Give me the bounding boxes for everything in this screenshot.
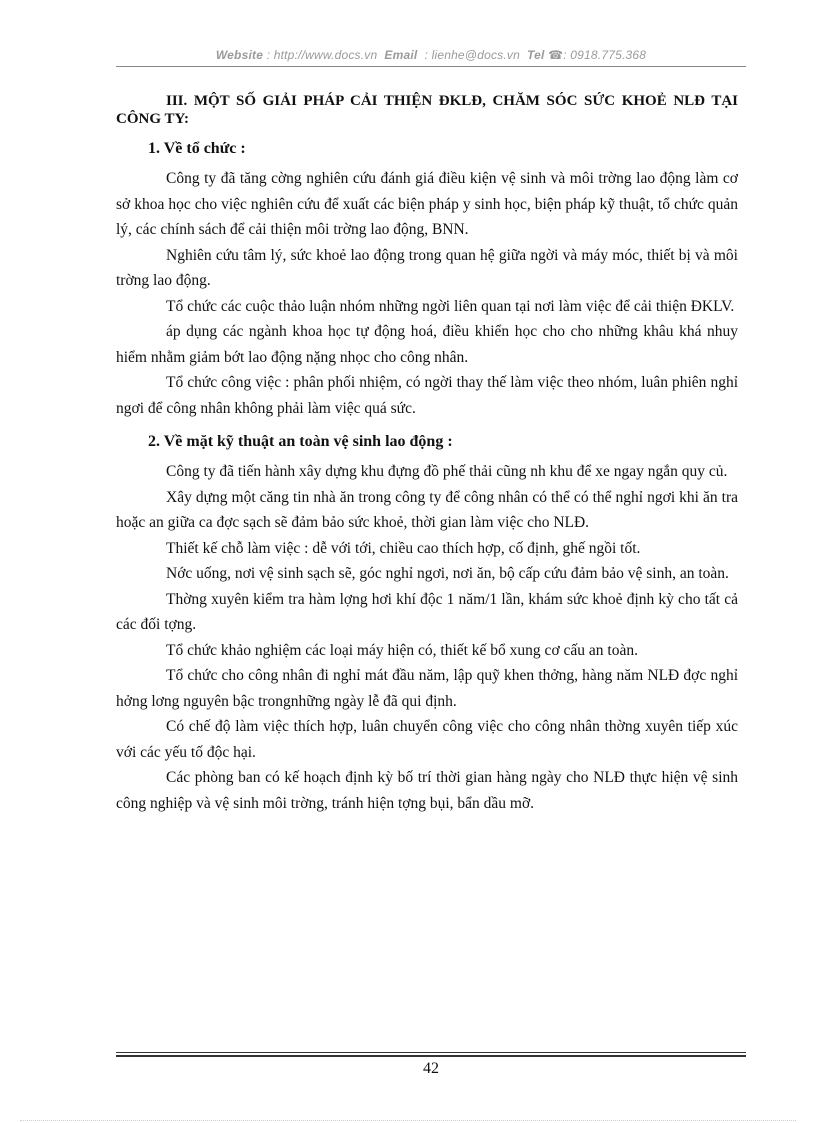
paragraph: Thiết kế chỗ làm việc : dễ với tới, chiều cao thích hợp, cố định, ghế ngồi tốt. <box>166 539 641 557</box>
tel-value: : 0918.775.368 <box>563 48 647 62</box>
subsection-heading-safety: 2. Về mặt kỹ thuật an toàn vệ sinh lao động : <box>148 433 453 450</box>
paragraph: Nghiên cứu tâm lý, sức khoẻ lao động trong quan hệ giữa ngời và máy móc, thiết bị và môi trờng lao động. <box>116 246 738 289</box>
section-title: III. MỘT SỐ GIẢI PHÁP CẢI THIỆN ĐKLĐ, CHĂM SÓC SỨC KHOẺ NLĐ TẠI CÔNG TY: <box>116 93 738 127</box>
subsection-heading-organization: 1. Về tổ chức : <box>148 140 246 157</box>
paragraph: áp dụng các ngành khoa học tự động hoá, điều khiển học cho cho những khâu khá nhuy hiểm nhằm giảm bớt lao động nặng nhọc cho công nhân. <box>116 323 738 366</box>
page-header <box>116 48 746 62</box>
email-label: Email <box>384 48 418 62</box>
paragraph: Tổ chức khảo nghiệm các loại máy hiện có, thiết kế bổ xung cơ cấu an toàn. <box>166 641 638 659</box>
paragraph: Công ty đã tiến hành xây dựng khu đựng đồ phế thải cũng nh khu để xe ngay ngắn quy củ. <box>166 463 728 480</box>
paragraph: Tổ chức các cuộc thảo luận nhóm những ngời liên quan tại nơi làm việc để cải thiện ĐKLV. <box>166 297 735 315</box>
paragraph: Thờng xuyên kiểm tra hàm lợng hơi khí độc 1 năm/1 lần, khám sức khoẻ định kỳ cho tất cả các đối tợng. <box>116 590 738 633</box>
page-bottom-border <box>20 1120 796 1121</box>
website-label: Website <box>215 48 264 62</box>
page-number: 42 <box>423 1060 439 1077</box>
paragraph: Các phòng ban có kế hoạch định kỳ bố trí thời gian hàng ngày cho NLĐ thực hiện vệ sinh công nghiệp và vệ sinh môi trờng, tránh hiện tợng bụi, bẩn dầu mỡ. <box>116 769 738 812</box>
phone-icon: ☎ <box>548 48 564 62</box>
document-body <box>116 92 738 816</box>
paragraph: Công ty đã tăng cờng nghiên cứu đánh giá điều kiện vệ sinh và môi trờng lao động làm cơ sở khoa học cho việc nghiên cứu để xuất các biện pháp y sinh học, biện pháp kỹ thuật, tổ chức quản lý, các chính sách để cải thiện môi trờng lao động, BNN. <box>116 170 738 238</box>
paragraph: Tổ chức công việc : phân phối nhiệm, có ngời thay thế làm việc theo nhóm, luân phiên nghỉ ngơi để công nhân không phải làm việc quá sức. <box>116 374 738 417</box>
tel-label: Tel <box>527 48 545 62</box>
footer-divider-thin <box>116 1052 746 1053</box>
header-divider <box>116 66 746 67</box>
website-value: : http://www.docs.vn <box>266 48 378 62</box>
paragraph: Có chế độ làm việc thích hợp, luân chuyển công việc cho công nhân thờng xuyên tiếp xúc với các yếu tố độc hại. <box>116 718 738 761</box>
paragraph: Nớc uống, nơi vệ sinh sạch sẽ, góc nghỉ ngơi, nơi ăn, bộ cấp cứu đảm bảo vệ sinh, an toàn. <box>166 565 729 582</box>
paragraph: Xây dựng một căng tin nhà ăn trong công ty để công nhân có thể có thể nghỉ ngơi khi ăn tra hoặc an giữa ca đợc sạch sẽ đảm bảo sức khoẻ, thời gian làm việc cho NLĐ. <box>116 488 738 531</box>
paragraph: Tổ chức cho công nhân đi nghỉ mát đầu năm, lập quỹ khen thởng, hàng năm NLĐ đợc nghỉ hởng lơng nguyên bậc trongnhững ngày lễ đã qui định. <box>116 667 738 710</box>
footer-divider-thick <box>116 1055 746 1057</box>
email-value: : lienhe@docs.vn <box>424 48 520 62</box>
